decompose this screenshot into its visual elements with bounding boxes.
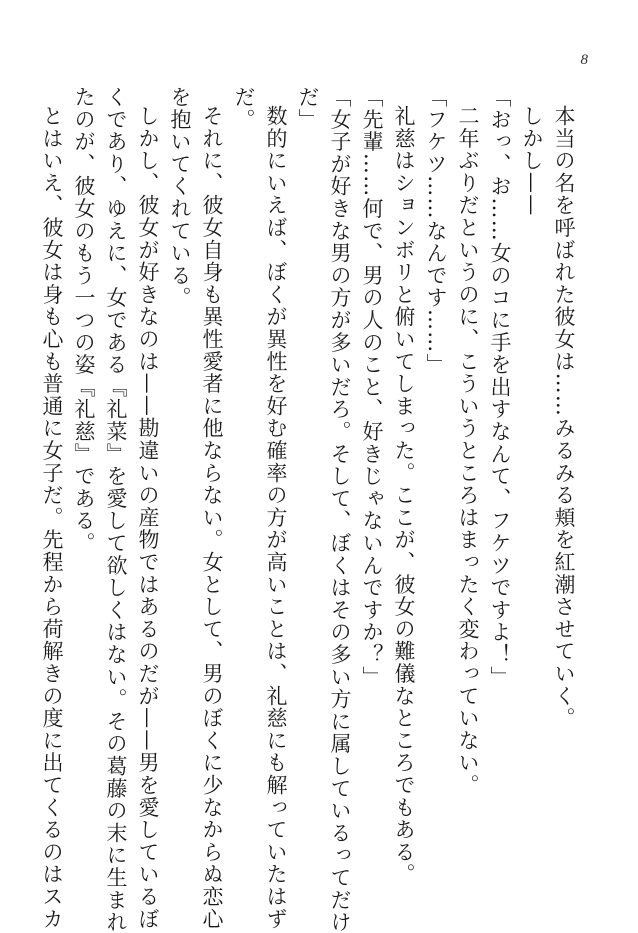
page-number: 8	[580, 52, 588, 68]
text-line-2: しかし——	[520, 104, 544, 217]
text-line-5: 「フケツ……なんです……」	[424, 86, 448, 376]
text-line-16: たのが、彼女のもう一つの姿『礼慈』である。	[72, 86, 96, 555]
text-line-6: 礼慈はションボリと俯いてしまった。ここが、彼女の難儀なところでもある。	[392, 104, 416, 886]
text-line-14: しかし、彼女が好きなのは——勘違いの産物ではあるのだが——男を愛しているぼ	[136, 104, 160, 930]
text-line-13: を抱いてくれている。	[168, 86, 192, 309]
text-line-17: とはいえ、彼女は身も心も普通に女子だ。先程から荷解きの度に出てくるのはスカ	[40, 104, 64, 930]
vertical-text-body	[36, 86, 580, 933]
text-line-8: 「女子が好きな男の方が多いだろ。そして、ぼくはその多い方に属しているってだけ	[328, 86, 352, 933]
text-line-15: くであり、ゆえに、女である『礼菜』を愛して欲しくはない。その葛藤の末に生まれ	[104, 86, 128, 933]
text-line-11: だ。	[232, 86, 256, 131]
text-line-9: だ」	[296, 86, 320, 131]
text-line-12: それに、彼女自身も異性愛者に他ならない。女として、男のぼくに少なからぬ恋心	[200, 104, 224, 930]
text-line-1: 本当の名を呼ばれた彼女は……みるみる頬を紅潮させていく。	[552, 104, 576, 730]
text-line-3: 「おっ、お……女のコに手を出すなんて、フケツですよ！」	[488, 86, 512, 689]
text-line-10: 数的にいえば、ぼくが異性を好む確率の方が高いことは、礼慈にも解っていたはず	[264, 104, 288, 930]
text-line-7: 「先輩……何で、男の人のこと、好きじゃないんですか？」	[360, 86, 384, 689]
text-line-4: 二年ぶりだというのに、こういうところはまったく変わっていない。	[456, 104, 480, 797]
